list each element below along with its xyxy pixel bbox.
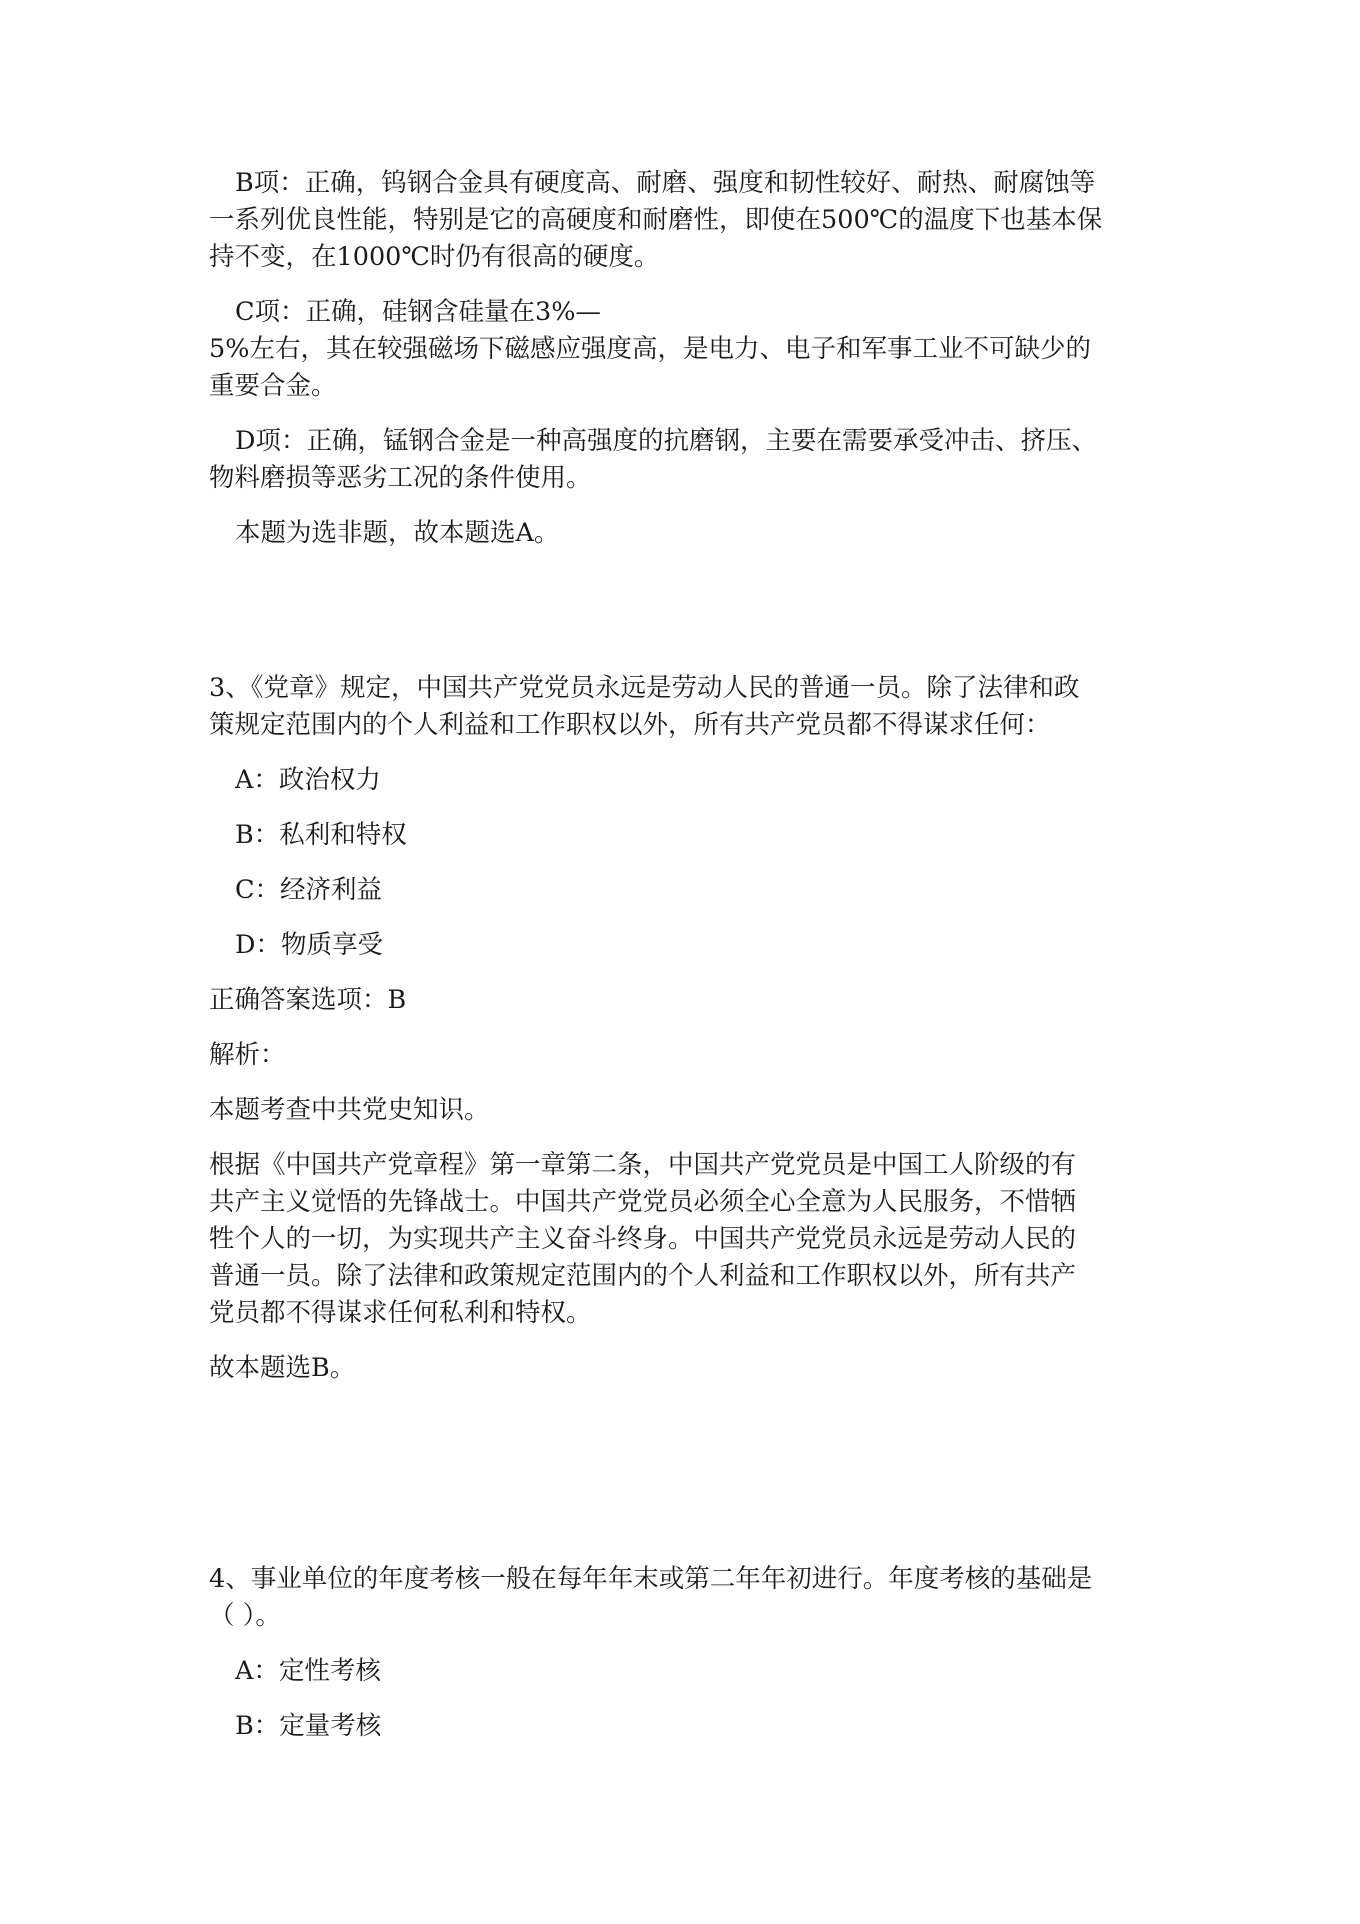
page-content — [209, 165, 1169, 1745]
q3-analysis-line-5: 党员都不得谋求任何私利和特权。 — [209, 1298, 592, 1328]
q3-stem — [209, 670, 1169, 744]
q2-c-item-cont — [209, 331, 1169, 405]
q2-b-line-3: 持不变，在1000℃时仍有很高的硬度。 — [209, 242, 660, 272]
q2-c-line-2: 5%左右，其在较强磁场下磁感应强度高，是电力、电子和军事工业不可缺少的 — [209, 334, 1091, 364]
q4-option-a: A：定性考核 — [235, 1656, 381, 1686]
q3-stem-line-2: 策规定范围内的个人利益和工作职权以外，所有共产党员都不得谋求任何： — [209, 710, 1051, 740]
q2-c-line-3: 重要合金。 — [209, 371, 337, 401]
q2-c-item — [209, 294, 1169, 331]
q2-b-line-2: 一系列优良性能，特别是它的高硬度和耐磨性，即使在500℃的温度下也基本保 — [209, 205, 1103, 235]
q2-d-line-2: 物料磨损等恶劣工况的条件使用。 — [209, 463, 592, 493]
q4-stem-line-2: （ ）。 — [209, 1601, 281, 1631]
q3-analysis-line-3: 牲个人的一切，为实现共产主义奋斗终身。中国共产党党员永远是劳动人民的 — [209, 1224, 1077, 1254]
q3-option-d: D：物质享受 — [235, 930, 383, 960]
q3-analysis-intro: 本题考查中共党史知识。 — [209, 1095, 490, 1125]
q3-analysis-line-1: 根据《中国共产党章程》第一章第二条，中国共产党党员是中国工人阶级的有 — [209, 1150, 1077, 1180]
q3-answer: 正确答案选项：B — [209, 985, 407, 1015]
q3-analysis-line-2: 共产主义觉悟的先锋战士。中国共产党党员必须全心全意为人民服务，不惜牺 — [209, 1187, 1077, 1217]
q3-analysis-body — [209, 1147, 1169, 1332]
q4-stem — [209, 1561, 1169, 1635]
q2-conclusion: 本题为选非题，故本题选A。 — [235, 518, 560, 548]
q4-stem-line-1: 4、事业单位的年度考核一般在每年年末或第二年年初进行。年度考核的基础是 — [209, 1564, 1093, 1594]
q3-analysis-label: 解析： — [209, 1040, 286, 1070]
q3-stem-line-1: 3、《党章》规定，中国共产党党员永远是劳动人民的普通一员。除了法律和政 — [209, 673, 1080, 703]
q3-option-c: C：经济利益 — [235, 875, 383, 905]
q2-d-item — [209, 423, 1169, 460]
q2-b-line-1: B项：正确，钨钢合金具有硬度高、耐磨、强度和韧性较好、耐热、耐腐蚀等 — [235, 168, 1096, 198]
q3-option-a: A：政治权力 — [235, 765, 381, 795]
q3-conclusion: 故本题选B。 — [209, 1353, 356, 1383]
q3-option-b: B：私利和特权 — [235, 820, 407, 850]
q2-c-line-1: C项：正确，硅钢含硅量在3%— — [235, 297, 601, 327]
q4-option-b: B：定量考核 — [235, 1711, 382, 1741]
q3-analysis-line-4: 普通一员。除了法律和政策规定范围内的个人利益和工作职权以外，所有共产 — [209, 1261, 1077, 1291]
q2-d-item-cont — [209, 460, 1169, 497]
q2-b-item-cont — [209, 202, 1169, 276]
q2-d-line-1: D项：正确，锰钢合金是一种高强度的抗磨钢，主要在需要承受冲击、挤压、 — [235, 426, 1097, 456]
q2-b-item — [209, 165, 1169, 202]
